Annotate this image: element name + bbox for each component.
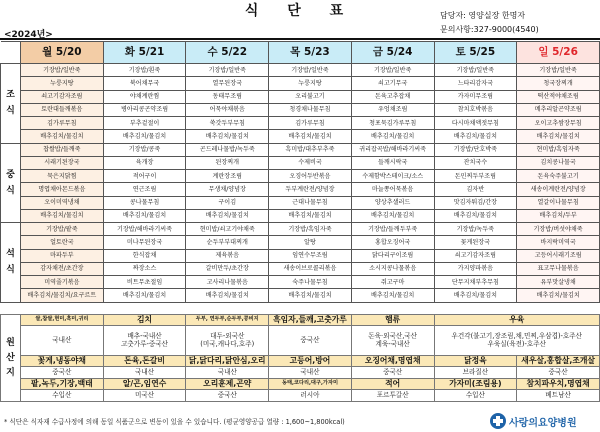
menu-cell: 수제함박스테이크/소스: [351, 170, 434, 183]
origin-value: 중국산: [351, 367, 434, 379]
origin-value: 대두-외국산 (미국,캐나다,호주): [186, 326, 269, 356]
menu-cell: 유부맛살냉채: [517, 276, 600, 289]
menu-cell: 어묵야채볶음: [186, 103, 269, 116]
menu-cell: 새송이브로콜리볶음: [269, 262, 352, 275]
menu-cell: 오이고추쌈장무침: [517, 117, 600, 130]
origin-value: 브라질산: [434, 367, 517, 379]
menu-cell: 김자반: [434, 183, 517, 196]
origin-value: 포르투갈산: [351, 390, 434, 402]
menu-cell: 병아리콩곤약조림: [103, 103, 186, 116]
menu-cell: 배추김치/물김치: [186, 209, 269, 222]
menu-cell: 순두부부대찌개: [186, 236, 269, 249]
origin-value-row: [1, 390, 600, 402]
menu-cell: 김가루무침: [21, 117, 104, 130]
menu-cell: 기장밥/들깨두부죽: [351, 223, 434, 236]
menu-cell: 갈비만두/초간장: [186, 262, 269, 275]
menu-cell: 배추김치/물김치: [434, 130, 517, 143]
menu-row: [1, 209, 600, 222]
menu-row: [1, 276, 600, 289]
menu-cell: 수제비국: [269, 156, 352, 169]
menu-cell: 김치콩나물국: [517, 156, 600, 169]
menu-cell: 콩나물무침: [103, 196, 186, 209]
origin-category: 쌀,찹쌀,현미,흑미,귀리: [21, 315, 104, 326]
header-corner: [1, 42, 21, 64]
menu-cell: 기장밥/흑임자죽: [269, 223, 352, 236]
day-header-sat: 토 5/25: [434, 42, 517, 64]
menu-cell: 마늘쫑어묵볶음: [351, 183, 434, 196]
menu-cell: 기장밥/녹두죽: [434, 223, 517, 236]
origin-body: [1, 315, 600, 402]
origin-category: 팥,녹두,기장,백태: [21, 379, 104, 390]
menu-body: [1, 64, 600, 303]
origin-category: 두부, 연두부,순두부,콩비지: [186, 315, 269, 326]
menu-cell: 배추김치/물김치: [351, 209, 434, 222]
menu-cell: 단무지채부추무침: [434, 276, 517, 289]
menu-cell: 홍합오징어국: [351, 236, 434, 249]
menu-cell: 무생채/양념장: [186, 183, 269, 196]
origin-category: 동태,코다리,대구,가자미: [269, 379, 352, 390]
menu-cell: 기장밥/버섯야채죽: [517, 223, 600, 236]
menu-cell: 열무된장국: [186, 77, 269, 90]
menu-cell: 미나무된장국: [103, 236, 186, 249]
menu-cell: 쥐고구마: [351, 276, 434, 289]
origin-head-row: [1, 379, 600, 390]
menu-row: [1, 130, 600, 143]
menu-row: [1, 262, 600, 275]
menu-cell: 바지락미역국: [517, 236, 600, 249]
menu-cell: 근대나물무침: [269, 196, 352, 209]
menu-cell: 참치호박볶음: [434, 103, 517, 116]
menu-cell: 시래기된장국: [21, 156, 104, 169]
menu-cell: 감자채전/초간장: [21, 262, 104, 275]
day-header-thu: 목 5/23: [269, 42, 352, 64]
menu-cell: 얼토란국: [21, 236, 104, 249]
menu-cell: 배추김치/두부: [517, 209, 600, 222]
menu-cell: 청경채나물무침: [269, 103, 352, 116]
menu-cell: 귀리잡곡밥/해바라기씨죽: [351, 143, 434, 156]
menu-cell: 소시지콩나물볶음: [351, 262, 434, 275]
menu-cell: 묵은지닭찜: [21, 170, 104, 183]
menu-cell: 배추김치/물김치: [103, 209, 186, 222]
origin-category: 흑임자,들깨,고춧가루: [269, 315, 352, 326]
menu-cell: 된장찌개: [186, 156, 269, 169]
menu-cell: 마파두부: [21, 249, 104, 262]
origin-category: 가자미(조림용): [434, 379, 517, 390]
origin-table: [0, 314, 600, 402]
menu-cell: 기장밥/단호박죽: [434, 143, 517, 156]
menu-cell: 찹쌀밥/들깨죽: [21, 143, 104, 156]
origin-category: 알/곤,임연수: [103, 379, 186, 390]
origin-value: 배추-국내산 고춧가루-중국산: [103, 326, 186, 356]
origin-value: 수입산: [434, 390, 517, 402]
origin-category: 오리훈제,곤약: [186, 379, 269, 390]
menu-cell: 쇠고기무국: [351, 77, 434, 90]
menu-cell: 배추김치/물김치/요구르트: [21, 289, 104, 302]
origin-value: 국내산: [103, 367, 186, 379]
menu-cell: 배추김치/물김치: [186, 130, 269, 143]
menu-cell: 기장밥/일반죽: [21, 64, 104, 77]
menu-cell: 다시마채액젓무침: [434, 117, 517, 130]
menu-cell: 임연수무조림: [269, 249, 352, 262]
menu-cell: 명엽채아몬드볶음: [21, 183, 104, 196]
origin-category: 닭,닭다리,닭안심,오리: [186, 356, 269, 367]
menu-cell: 오징어두반볶음: [269, 170, 352, 183]
menu-cell: 동태무조림: [186, 90, 269, 103]
menu-row: [1, 64, 600, 77]
origin-category: 닭정육: [434, 356, 517, 367]
menu-cell: 맛김자튀김/간장: [434, 196, 517, 209]
menu-cell: 배추김치/물김치: [517, 130, 600, 143]
origin-label: 원 산 지: [1, 315, 21, 402]
origin-value: 중국산: [269, 326, 352, 356]
menu-cell: 닭다리구이조림: [351, 249, 434, 262]
origin-category: 돈육,돈갈비: [103, 356, 186, 367]
menu-cell: 부추겉절이: [103, 117, 186, 130]
menu-cell: 돈육숙주불고기: [517, 170, 600, 183]
menu-cell: 배추김치/물김치: [186, 289, 269, 302]
menu-cell: 기장밥/일반죽: [434, 64, 517, 77]
meal-label: 석 식: [1, 223, 21, 303]
origin-value: 러시아: [269, 390, 352, 402]
title-divider: [0, 38, 600, 40]
meal-label: 중 식: [1, 143, 21, 223]
menu-cell: 한식잡채: [103, 249, 186, 262]
menu-cell: 배추김치/물김치: [517, 289, 600, 302]
menu-row: [1, 90, 600, 103]
menu-cell: 쇠고기감자조림: [21, 90, 104, 103]
menu-row: [1, 289, 600, 302]
menu-cell: 배추김치/물김치: [103, 289, 186, 302]
menu-cell: 야채계란찜: [103, 90, 186, 103]
footnote: * 식단은 식자재 수급사정에 의해 동일 식품군으로 변동이 있을 수 있습니다. (평균영양공급 열량 : 1,600~1,800kcal): [4, 418, 345, 426]
origin-value: 중국산: [186, 390, 269, 402]
menu-cell: 우엉채조림: [351, 103, 434, 116]
hospital-logo: [490, 413, 577, 429]
menu-cell: 제육볶음: [186, 249, 269, 262]
menu-cell: 현미밥/흑임자죽: [517, 143, 600, 156]
menu-cell: 청포묵김가루무침: [351, 117, 434, 130]
menu-cell: 가지양파볶음: [434, 262, 517, 275]
origin-category: 고등어,방어: [269, 356, 352, 367]
menu-cell: 느타리감자국: [434, 77, 517, 90]
menu-cell: 배추김치/물김치: [434, 289, 517, 302]
menu-table: [0, 41, 600, 303]
origin-category: 참치파우치,명엽채: [517, 379, 600, 390]
menu-cell: 연근조림: [103, 183, 186, 196]
origin-value-row: [1, 367, 600, 379]
menu-cell: 현미밥/쇠고기야채죽: [186, 223, 269, 236]
menu-row: [1, 77, 600, 90]
origin-category: 오징어채,명엽채: [351, 356, 434, 367]
origin-value: 우건각(불고기,장조림,채,민찌,우삼겹)-호주산 우육실(육전)-호주산: [434, 326, 599, 356]
menu-row: [1, 183, 600, 196]
day-header-fri: 금 5/24: [351, 42, 434, 64]
day-header-tue: 화 5/21: [103, 42, 186, 64]
menu-cell: 메추리알곤약조림: [517, 103, 600, 116]
menu-cell: 배추김치/물김치: [269, 209, 352, 222]
origin-category: 우육: [434, 315, 599, 326]
origin-value: 국내산: [21, 326, 104, 356]
menu-row: [1, 249, 600, 262]
menu-row: [1, 236, 600, 249]
menu-cell: 흑미밥/대추부추죽: [269, 143, 352, 156]
origin-category: 꽃게,냉동야채: [21, 356, 104, 367]
menu-cell: 배추김치/물김치: [103, 130, 186, 143]
menu-cell: 배추김치/물김치: [21, 209, 104, 222]
menu-cell: 표고무나물볶음: [517, 262, 600, 275]
menu-cell: 곤드레나물밥/녹두죽: [186, 143, 269, 156]
day-header-row: [1, 42, 600, 64]
menu-cell: 짜장소스: [103, 262, 186, 275]
page-title: 식 단 표: [244, 3, 356, 19]
origin-category: 김치: [103, 315, 186, 326]
menu-row: [1, 156, 600, 169]
menu-row: [1, 117, 600, 130]
menu-cell: 오리불고기: [269, 90, 352, 103]
menu-cell: 기장밥/해바라기씨죽: [103, 223, 186, 236]
menu-cell: 가자미무조림: [434, 90, 517, 103]
menu-cell: 새송이계란전/양념장: [517, 183, 600, 196]
menu-cell: 두부계란전/양념장: [269, 183, 352, 196]
menu-cell: 떡산적야채조림: [517, 90, 600, 103]
day-header-sun: 일 5/26: [517, 42, 600, 64]
menu-cell: 누룽지탕: [21, 77, 104, 90]
menu-cell: 배추김치/물김치: [351, 289, 434, 302]
origin-value: 국내산: [269, 367, 352, 379]
origin-value: 국내산: [186, 367, 269, 379]
menu-cell: 숙주나물무침: [269, 276, 352, 289]
menu-cell: 양상추샐러드: [351, 196, 434, 209]
menu-row: [1, 223, 600, 236]
logo-text: 사랑의요양병원: [509, 417, 577, 429]
origin-category: 적어: [351, 379, 434, 390]
origin-value: 돈육·외국산,국산 계육-국내산: [351, 326, 434, 356]
menu-cell: 기장밥/일반죽: [517, 64, 600, 77]
origin-value: 중국산: [21, 367, 104, 379]
manager-info: 담당자: 영양실장 한명자: [440, 11, 526, 20]
menu-row: [1, 170, 600, 183]
menu-cell: 고등어시래기조림: [517, 249, 600, 262]
origin-value: 미국산: [103, 390, 186, 402]
origin-value: 수입산: [21, 390, 104, 402]
menu-cell: 들깨시락국: [351, 156, 434, 169]
menu-cell: 김가루무침: [269, 117, 352, 130]
menu-cell: 열갈이나물무침: [517, 196, 600, 209]
menu-cell: 쇠고기감자조림: [434, 249, 517, 262]
menu-cell: 고사리나물볶음: [186, 276, 269, 289]
menu-cell: 알탕: [269, 236, 352, 249]
menu-row: [1, 196, 600, 209]
menu-cell: 배추김치/물김치: [21, 130, 104, 143]
menu-cell: 북어채무국: [103, 77, 186, 90]
menu-row: [1, 103, 600, 116]
menu-cell: 돈민찌두부조림: [434, 170, 517, 183]
menu-cell: 꽃게된장국: [434, 236, 517, 249]
menu-cell: 구이김: [186, 196, 269, 209]
menu-cell: 계란장조림: [186, 170, 269, 183]
origin-category: 햄류: [351, 315, 434, 326]
menu-cell: 기장밥/일반죽: [269, 64, 352, 77]
cross-icon: [490, 413, 506, 429]
menu-cell: 누룽지탕: [269, 77, 352, 90]
menu-cell: 육개장: [103, 156, 186, 169]
contact-info: 문의사항:327-9000(4540): [440, 25, 539, 34]
menu-cell: 기장밥/콩죽: [103, 143, 186, 156]
menu-cell: 배추김치/물김치: [269, 289, 352, 302]
origin-head-row: [1, 356, 600, 367]
origin-value: 베트남산: [517, 390, 600, 402]
menu-cell: 기장밥/흰죽: [103, 64, 186, 77]
menu-cell: 미역줄기볶음: [21, 276, 104, 289]
menu-cell: 잔치국수: [434, 156, 517, 169]
origin-value: 중국산: [517, 367, 600, 379]
day-header-wed: 수 5/22: [186, 42, 269, 64]
origin-value-row: [1, 326, 600, 356]
origin-head-row: [1, 315, 600, 326]
origin-category: 새우살,홍합살,조개살: [517, 356, 600, 367]
menu-cell: 청국장찌개: [517, 77, 600, 90]
day-header-mon: 월 5/20: [21, 42, 104, 64]
menu-cell: 적어구이: [103, 170, 186, 183]
menu-row: [1, 143, 600, 156]
menu-cell: 배추김치/물김치: [269, 130, 352, 143]
menu-cell: 배추김치/물김치: [434, 209, 517, 222]
menu-cell: 비트무초절임: [103, 276, 186, 289]
menu-cell: 돈육고추잡채: [351, 90, 434, 103]
menu-cell: 쑥갓두부무침: [186, 117, 269, 130]
menu-cell: 토란대들깨볶음: [21, 103, 104, 116]
menu-cell: 배추김치/물김치: [351, 130, 434, 143]
menu-cell: 오이미역냉채: [21, 196, 104, 209]
year-label: <2024년>: [4, 30, 53, 40]
menu-cell: 기장밥/일반죽: [186, 64, 269, 77]
meal-label: 조 식: [1, 64, 21, 144]
menu-cell: 기장밥/팥죽: [21, 223, 104, 236]
menu-cell: 기장밥/일반죽: [351, 64, 434, 77]
